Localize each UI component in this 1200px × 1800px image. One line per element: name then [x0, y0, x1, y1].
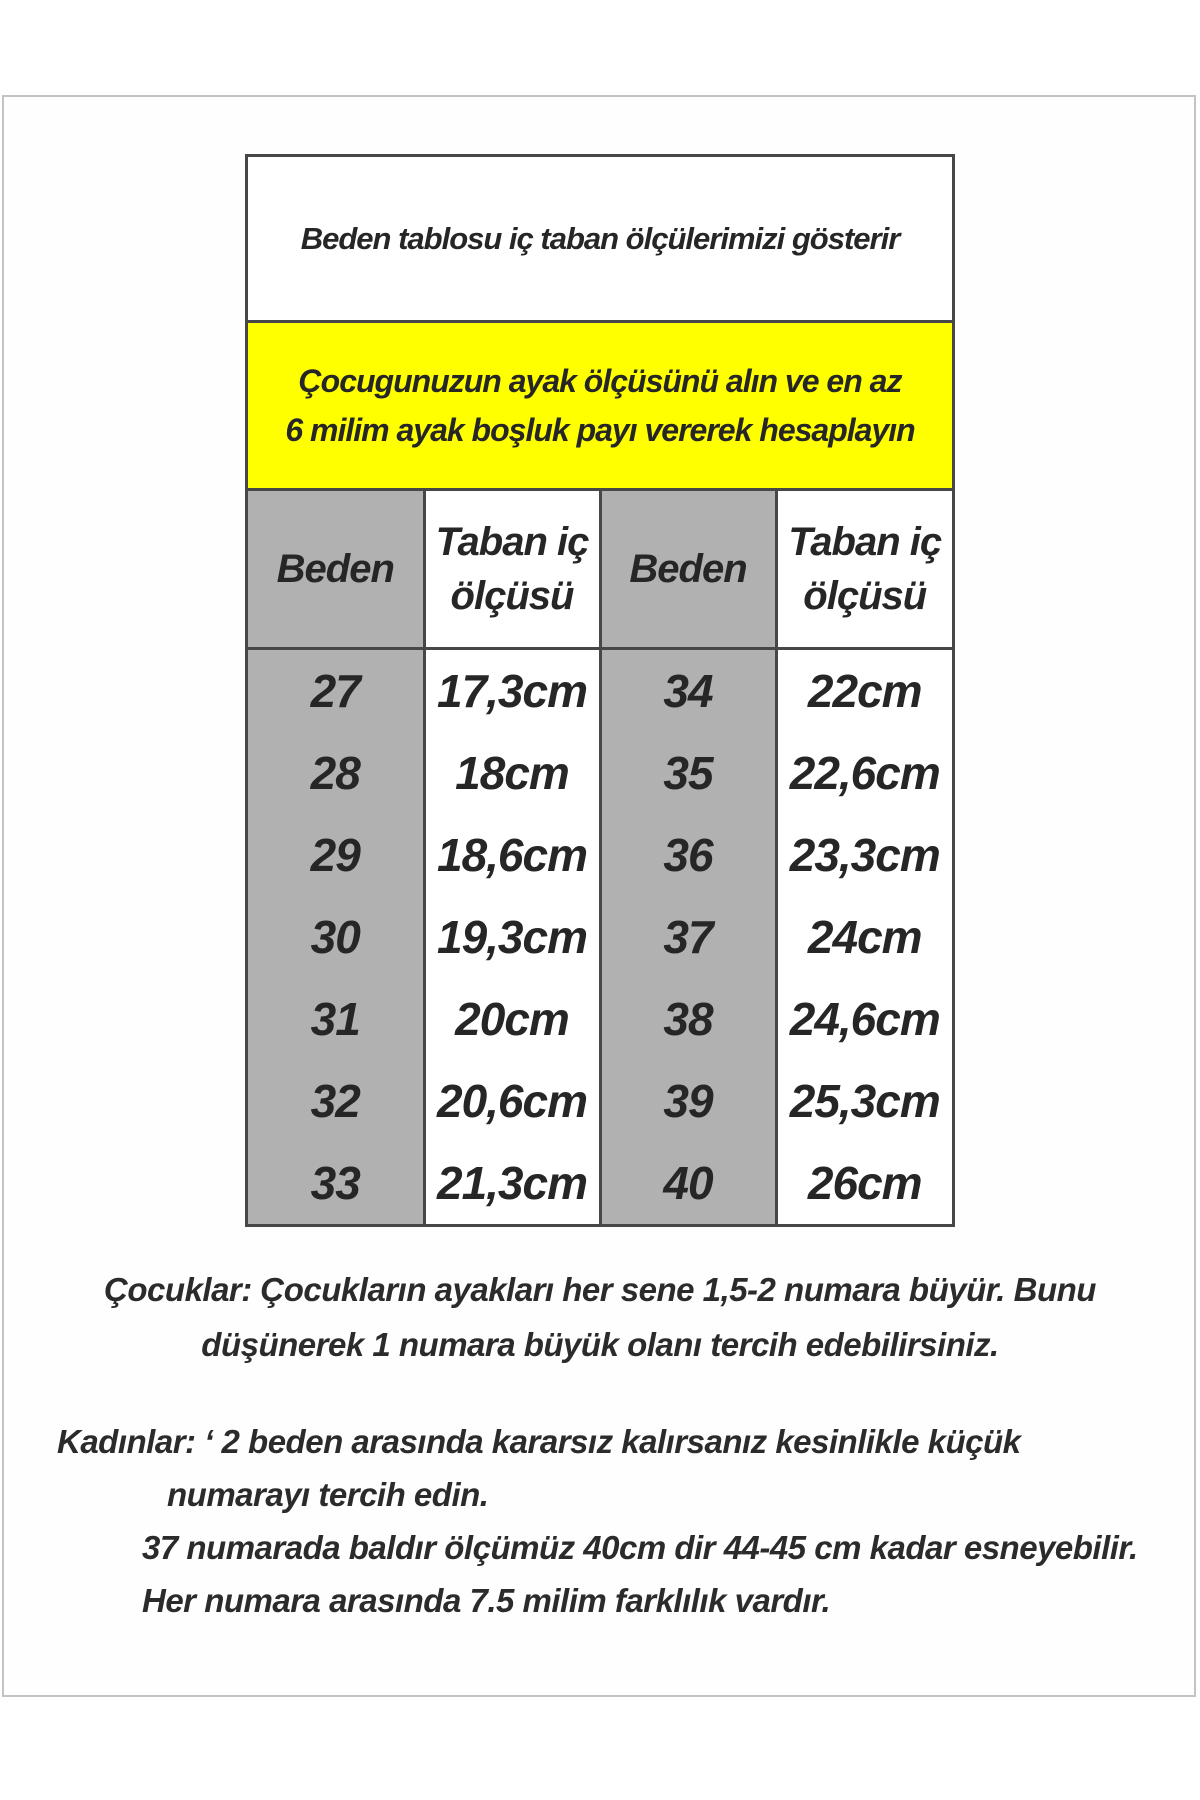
size-cell: 27 — [248, 649, 424, 733]
table-title: Beden tablosu iç taban ölçülerimizi gösterir — [248, 157, 952, 322]
table-row — [248, 649, 952, 733]
table-row — [248, 732, 952, 814]
women-note — [57, 1415, 1187, 1627]
measure-cell: 26cm — [776, 1142, 952, 1224]
measure-cell: 18,6cm — [424, 814, 600, 896]
notice-line-2: 6 milim ayak boşluk payı vererek hesaplayın — [285, 411, 915, 448]
measure-cell: 24,6cm — [776, 978, 952, 1060]
size-cell: 37 — [600, 896, 776, 978]
size-cell: 34 — [600, 649, 776, 733]
table-header-row — [248, 490, 952, 649]
children-note-line-1: Çocuklar: Çocukların ayakları her sene 1,5-2 numara büyür. Bunu — [104, 1271, 1096, 1308]
measure-cell: 24cm — [776, 896, 952, 978]
size-cell: 38 — [600, 978, 776, 1060]
size-cell: 29 — [248, 814, 424, 896]
measure-cell: 17,3cm — [424, 649, 600, 733]
children-note — [30, 1262, 1170, 1372]
measure-cell: 19,3cm — [424, 896, 600, 978]
children-note-line-2: düşünerek 1 numara büyük olanı tercih edebilirsiniz. — [201, 1326, 999, 1363]
size-table-grid — [248, 157, 952, 1224]
table-row — [248, 896, 952, 978]
table-row — [248, 1060, 952, 1142]
table-row — [248, 978, 952, 1060]
size-cell: 40 — [600, 1142, 776, 1224]
size-cell: 30 — [248, 896, 424, 978]
size-table — [245, 154, 955, 1227]
women-note-line-4: Her numara arasında 7.5 milim farklılık vardır. — [142, 1582, 831, 1619]
measure-cell: 22cm — [776, 649, 952, 733]
size-cell: 32 — [248, 1060, 424, 1142]
size-cell: 33 — [248, 1142, 424, 1224]
column-header-measure-right: Taban iç ölçüsü — [776, 490, 952, 649]
measure-cell: 18cm — [424, 732, 600, 814]
size-cell: 36 — [600, 814, 776, 896]
table-title-row — [248, 157, 952, 322]
measurement-notice-row — [248, 322, 952, 490]
table-row — [248, 1142, 952, 1224]
women-note-line-1: Kadınlar: ‘ 2 beden arasında kararsız kalırsanız kesinlikle küçük — [57, 1423, 1021, 1460]
measure-cell: 23,3cm — [776, 814, 952, 896]
measurement-notice — [248, 322, 952, 490]
column-header-size-left: Beden — [248, 490, 424, 649]
measure-cell: 20,6cm — [424, 1060, 600, 1142]
notice-line-1: Çocugunuzun ayak ölçüsünü alın ve en az — [298, 362, 902, 399]
women-note-line-2: numarayı tercih edin. — [167, 1476, 489, 1513]
size-cell: 35 — [600, 732, 776, 814]
size-cell: 28 — [248, 732, 424, 814]
measure-cell: 25,3cm — [776, 1060, 952, 1142]
measure-cell: 20cm — [424, 978, 600, 1060]
size-cell: 39 — [600, 1060, 776, 1142]
women-note-line-3: 37 numarada baldır ölçümüz 40cm dir 44-45 cm kadar esneyebilir. — [142, 1529, 1138, 1566]
measure-cell: 22,6cm — [776, 732, 952, 814]
size-cell: 31 — [248, 978, 424, 1060]
table-row — [248, 814, 952, 896]
column-header-measure-left: Taban iç ölçüsü — [424, 490, 600, 649]
measure-cell: 21,3cm — [424, 1142, 600, 1224]
column-header-size-right: Beden — [600, 490, 776, 649]
